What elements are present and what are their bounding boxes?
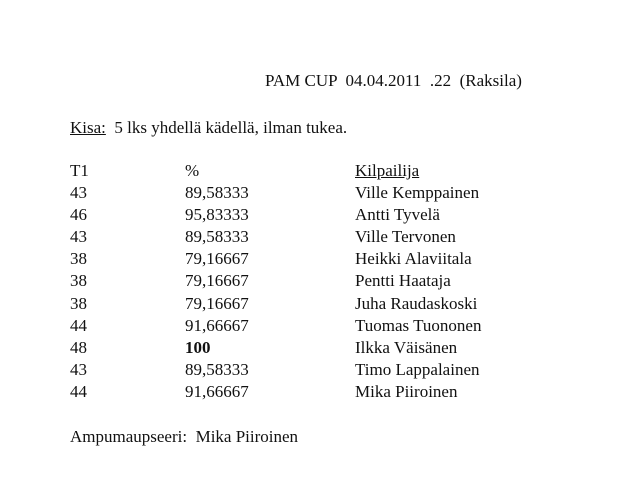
cell-t1: 38	[70, 271, 87, 291]
cell-percent: 79,16667	[185, 293, 249, 313]
header-competitor: Kilpailija	[355, 161, 420, 180]
competition-label: Kisa:	[70, 118, 106, 137]
cell-t1: 38	[70, 293, 87, 313]
cell-percent: 100	[185, 337, 211, 357]
document-title: PAM CUP 04.04.2011 .22 (Raksila)	[265, 71, 522, 90]
cell-t1: 38	[70, 249, 87, 269]
cell-competitor: Antti Tyvelä	[355, 205, 440, 225]
cell-t1: 43	[70, 359, 87, 379]
cell-percent: 89,58333	[185, 183, 249, 203]
cell-competitor: Tuomas Tuononen	[355, 315, 482, 335]
cell-t1: 44	[70, 315, 87, 335]
cell-t1: 44	[70, 381, 87, 401]
cell-t1: 43	[70, 183, 87, 203]
cell-t1: 46	[70, 205, 87, 225]
cell-competitor: Ville Tervonen	[355, 227, 456, 247]
header-t1: T1	[70, 161, 89, 180]
cell-percent: 95,83333	[185, 205, 249, 225]
cell-competitor: Heikki Alaviitala	[355, 249, 472, 269]
cell-competitor: Ilkka Väisänen	[355, 337, 458, 357]
cell-percent: 79,16667	[185, 271, 249, 291]
cell-percent: 89,58333	[185, 227, 249, 247]
cell-competitor: Timo Lappalainen	[355, 359, 480, 379]
competition-line	[70, 118, 347, 138]
cell-percent: 79,16667	[185, 249, 249, 269]
cell-competitor: Ville Kemppainen	[355, 183, 480, 203]
cell-competitor: Mika Piiroinen	[355, 381, 458, 401]
competition-description: 5 lks yhdellä kädellä, ilman tukea.	[105, 118, 348, 137]
cell-competitor: Juha Raudaskoski	[355, 293, 478, 313]
cell-percent: 89,58333	[185, 359, 249, 379]
cell-t1: 43	[70, 227, 87, 247]
cell-percent: 91,66667	[185, 381, 249, 401]
range-officer-line: Ampumaupseeri: Mika Piiroinen	[70, 427, 299, 446]
cell-t1: 48	[70, 337, 87, 357]
cell-competitor: Pentti Haataja	[355, 271, 451, 291]
cell-percent: 91,66667	[185, 315, 249, 335]
header-percent: %	[185, 161, 200, 180]
